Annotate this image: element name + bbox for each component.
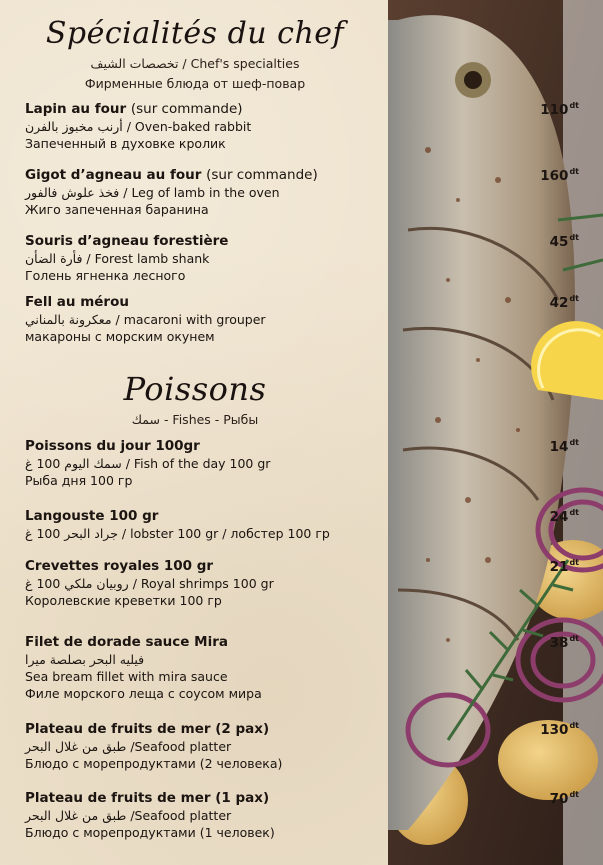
item-price: $130^{dt}$ (540, 721, 579, 738)
item-translation-1: طبق من غلال البحر /Seafood platter (25, 739, 232, 754)
item-translation-1: طبق من غلال البحر /Seafood platter (25, 808, 232, 823)
item-price: $45^{dt}$ (549, 233, 579, 250)
item-translation-2: Королевские креветки 100 гр (25, 593, 222, 608)
item-name: Crevettes royales 100 gr (25, 558, 214, 574)
menu-item-souris (25, 233, 370, 284)
menu-item-gigot (25, 167, 370, 218)
menu-item-crevettes (25, 558, 370, 609)
fish-section-title: Poissons (123, 370, 267, 408)
item-name: Souris d’agneau forestière (25, 233, 229, 249)
item-price: $21^{dt}$ (549, 558, 579, 575)
chef-section-subtitle-1: تخصصات الشيف / Chef's specialties (90, 56, 300, 71)
item-name: Plateau de fruits de mer (2 pax) (25, 721, 270, 737)
item-translation-1: فأرة الضأن / Forest lamb shank (25, 251, 210, 266)
menu-item-plateau-2-pax (25, 721, 370, 772)
item-name: Filet de dorade sauce Mira (25, 634, 228, 650)
menu-item-plateau-1-pax (25, 790, 370, 841)
item-translation-1: معكرونة بالمناني / macaroni with grouper (25, 312, 266, 327)
item-translation-2: макароны с морским окунем (25, 329, 215, 344)
item-translation-2: Запеченный в духовке кролик (25, 136, 226, 151)
item-name: Lapin au four (25, 101, 127, 117)
item-translation-2: Блюдо с морепродуктами (1 человек) (25, 825, 275, 840)
item-translation-2: Рыба дня 100 гр (25, 473, 133, 488)
item-price: $110^{dt}$ (540, 101, 579, 118)
item-name: Gigot d’agneau au four (25, 167, 202, 183)
item-translation-2: Жиго запеченная баранина (25, 202, 209, 217)
item-name: Poissons du jour 100gr (25, 438, 200, 454)
item-price: $160^{dt}$ (540, 167, 579, 184)
item-translation-1: روبيان ملكي 100 غ / Royal shrimps 100 gr (25, 576, 274, 591)
item-name: Fell au mérou (25, 294, 129, 310)
item-price: $70^{dt}$ (549, 790, 579, 807)
item-price: $38^{dt}$ (549, 634, 579, 651)
item-translation-1: جراد البحر 100 غ / lobster 100 gr / лобстер 100 гр (25, 526, 330, 541)
chef-section-title: Spécialités du chef (45, 16, 345, 51)
item-translation-1: فيليه البحر بصلصة ميرا (25, 652, 145, 667)
item-translation-1: أرنب مخبوز بالفرن / Oven-baked rabbit (25, 119, 252, 134)
fish-section-subtitle: سمك - Fishes - Рыбы (131, 412, 259, 427)
item-translation-2: Sea bream fillet with mira sauce (25, 669, 228, 684)
item-name: Langouste 100 gr (25, 508, 159, 524)
menu-item-lapin (25, 101, 370, 152)
item-name: Plateau de fruits de mer (1 pax) (25, 790, 270, 806)
item-price: $14^{dt}$ (549, 438, 579, 455)
menu-item-filet-dorade (25, 634, 370, 702)
item-note: (sur commande) (130, 101, 243, 117)
chef-section-subtitle-2: Фирменные блюда от шеф-повар (84, 76, 306, 91)
menu-item-fell (25, 294, 370, 345)
item-translation-1: سمك اليوم 100 غ / Fish of the day 100 gr (25, 456, 271, 471)
menu-item-poissons-du-jour (25, 438, 370, 489)
item-translation-2: Голень ягненка лесного (25, 268, 186, 283)
item-price: $42^{dt}$ (549, 294, 579, 311)
item-note: (sur commande) (206, 167, 318, 183)
item-translation-3: Филе морского леща с соусом мира (25, 686, 262, 701)
menu-item-langouste (25, 508, 370, 542)
item-price: $24^{dt}$ (549, 508, 579, 525)
item-translation-1: فخذ علوش فالفور / Leg of lamb in the oven (25, 185, 280, 200)
item-translation-2: Блюдо с морепродуктами (2 человека) (25, 756, 283, 771)
